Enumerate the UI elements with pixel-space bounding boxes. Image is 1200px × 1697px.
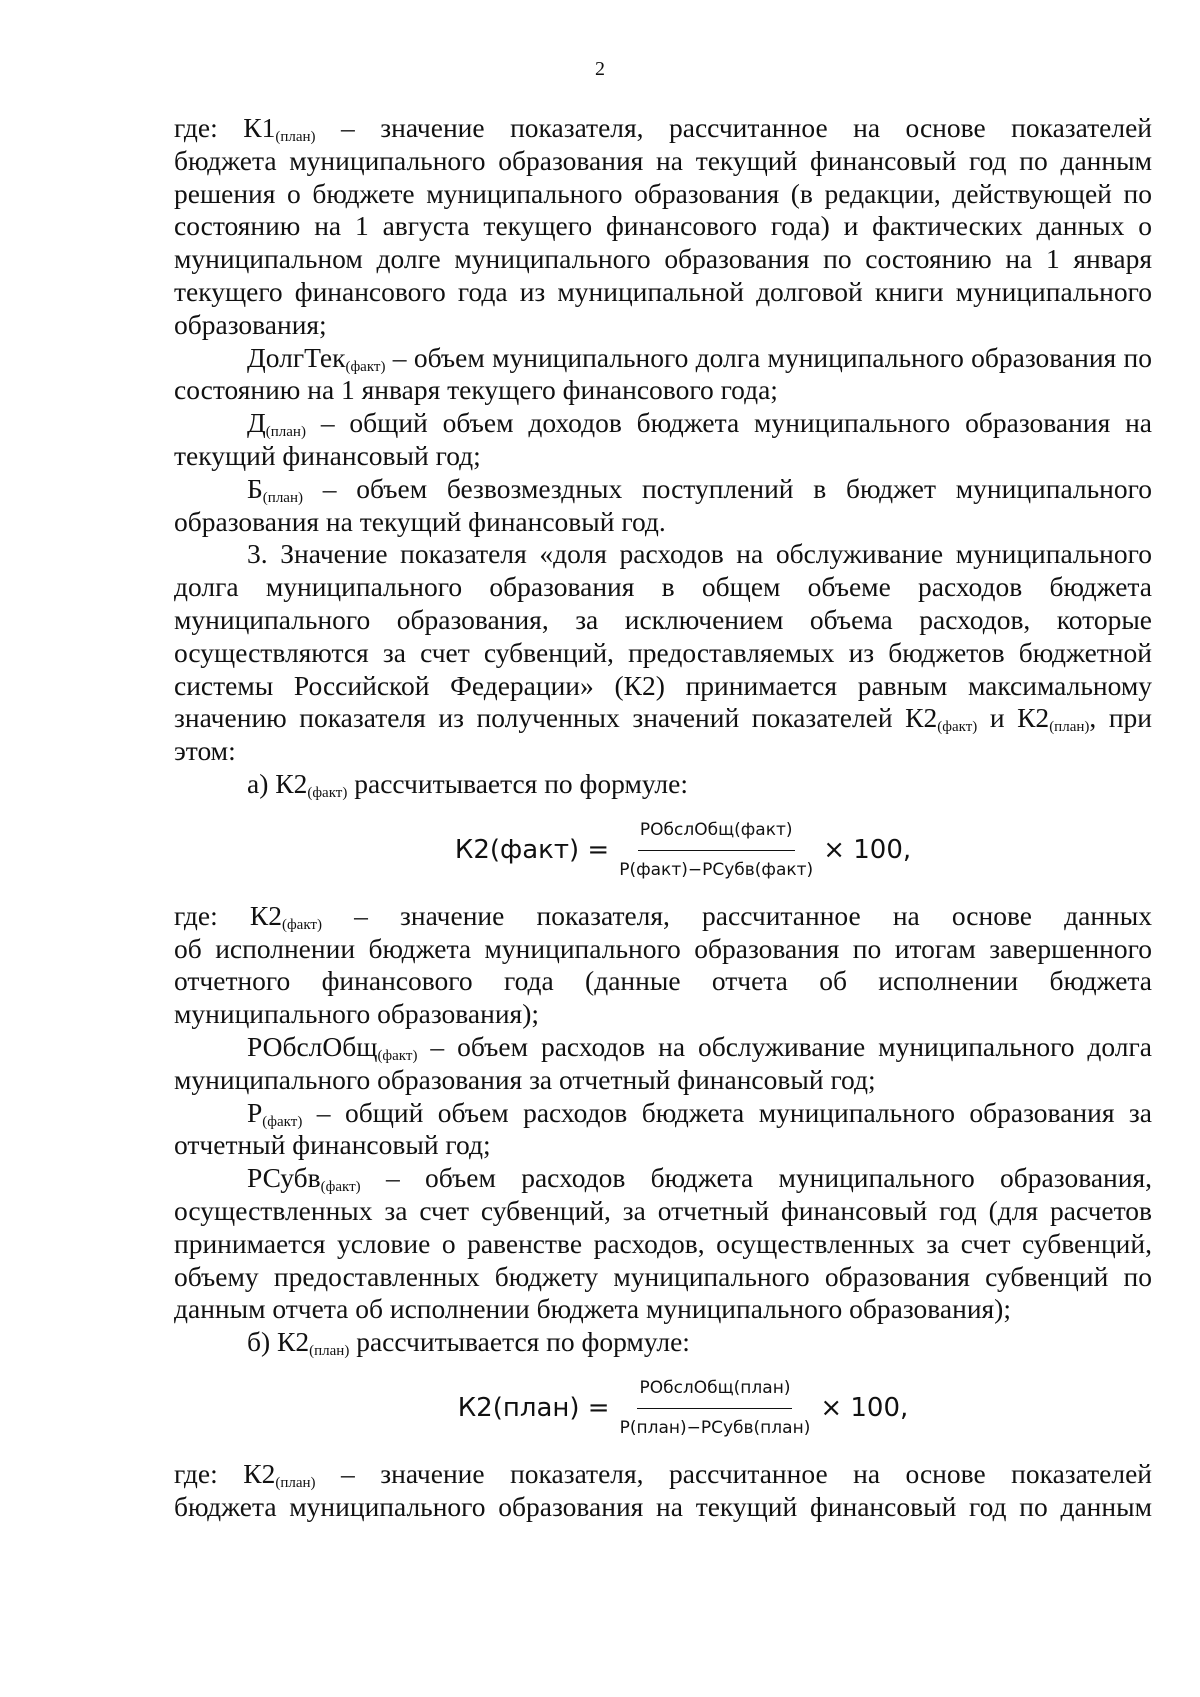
formula-numerator: РОбслОбщ(план) xyxy=(637,1372,792,1409)
paragraph-k2-fact-intro: а) $К2_{(факт)}$ рассчитывается по формуле: xyxy=(247,767,688,801)
paragraph-robslobsch: РОбслОбщ$_{(факт)}$ – объем расходов на обслуживание муниципального долга муниципального образования за отчетный финансовый год; xyxy=(174,1030,1152,1095)
paragraph-k1-def-line1: где: $К1_{(план)}$ – значение показателя, рассчитанное на основе показателей xyxy=(174,112,1153,145)
paragraph-k2-fact-def-rest: об исполнении бюджета муниципального образования по итогам завершенного отчетного финансового года (данные отчета об исполнении бюджета муниципального образования); xyxy=(174,932,1152,1030)
formula-fraction xyxy=(618,1372,813,1445)
formula-lhs: К2(факт) = xyxy=(454,834,610,865)
formula-denominator: Р(план)−РСубв(план) xyxy=(619,1417,811,1438)
paragraph-rsubv: РСубв$_{(факт)}$ – объем расходов бюджета муниципального образования, осуществленных за счет субвенций, за отчетный финансовый год (для расчетов принимается условие о равенстве расходов, осуществленных за счет субвенций, объему предоставленных бюджету муниципального образования субвенций по данным отчета об исполнении бюджета муниципального образования); xyxy=(174,1162,1152,1325)
paragraph-b-plan: $Б_{(план)}$ – объем безвозмездных поступлений в бюджет муниципального образования на текущий финансовый год. xyxy=(174,472,1152,537)
formula-k2-fact xyxy=(174,801,1152,900)
paragraph-k2-plan-intro: б) $К2_{(план)}$ рассчитывается по формуле: xyxy=(247,1326,690,1360)
formula-numerator: РОбслОбщ(факт) xyxy=(638,814,795,851)
formula-rhs: × 100, xyxy=(820,1392,909,1423)
paragraph-dolgtek: ДолгТек$_{(факт)}$ – объем муниципального долга муниципального образования по состоянию на 1 января текущего финансового года; xyxy=(174,341,1152,406)
page-number: 2 xyxy=(595,58,605,80)
formula-denominator: Р(факт)−РСубв(факт) xyxy=(619,859,814,880)
paragraph-k2-plan-def-line2: бюджета муниципального образования на текущий финансовый год по данным xyxy=(174,1490,1152,1522)
formula-k2-plan xyxy=(174,1359,1152,1458)
paragraph-d-plan: $Д_{(план)}$ – общий объем доходов бюджета муниципального образования на текущий финансовый год; xyxy=(174,407,1152,471)
paragraph-k2-plan-def-line1: где: $К2_{(план)}$ – значение показателя, рассчитанное на основе показателей xyxy=(174,1457,1153,1491)
paragraph-r-fact: $Р_{(факт)}$ – общий объем расходов бюджета муниципального образования за отчетный финансовый год; xyxy=(174,1096,1152,1161)
document-body xyxy=(174,112,1152,1523)
paragraph-k2-fact-def-line1: где: $К2_{(факт)}$ – значение показателя, рассчитанное на основе данных xyxy=(174,899,1152,933)
formula-rhs: × 100, xyxy=(823,834,912,865)
formula-lhs: К2(план) = xyxy=(457,1392,610,1423)
paragraph-point-3: 3. Значение показателя «доля расходов на обслуживание муниципального долга муниципального образования в общем объеме расходов бюджета муниципального образования, за исключением объема расходов, которые осуществляются за счет субвенций, предоставляемых из бюджетов бюджетной системы Российской Федерации» (К2) принимается равным максимальному значению показателя из полученных значений показателей $К2_{(факт)}$ и $К2_{(план)}$, при этом: xyxy=(174,538,1153,767)
formula-fraction xyxy=(617,814,815,887)
paragraph-k1-def-rest: бюджета муниципального образования на текущий финансовый год по данным решения о бюджете муниципального образования (в редакции, действующей по состоянию на 1 августа текущего финансового года) и фактических данных о муниципальном долге муниципального образования по состоянию на 1 января текущего финансового года из муниципальной долговой книги муниципального образования; xyxy=(174,144,1152,340)
